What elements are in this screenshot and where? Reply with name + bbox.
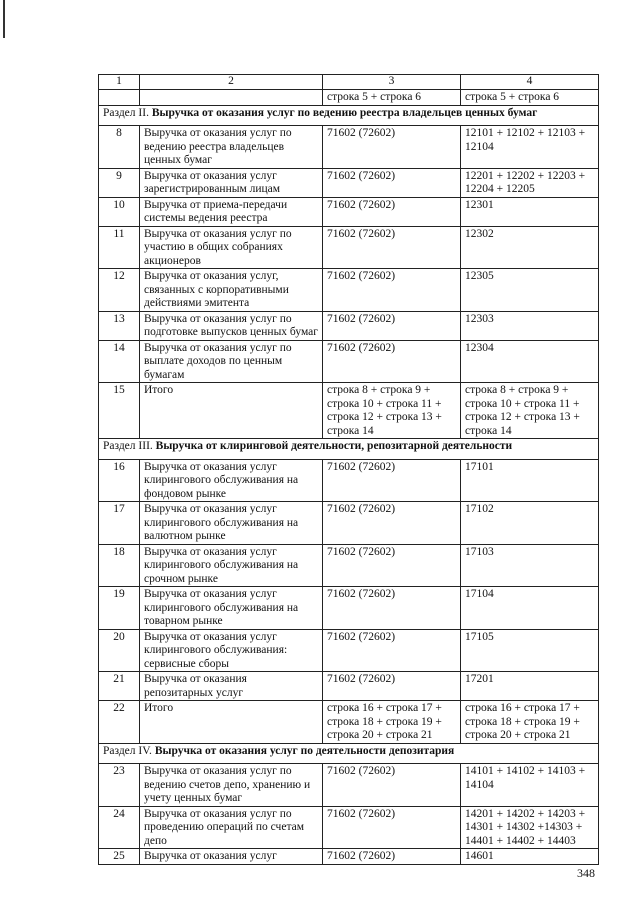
row-col4-cell: 12201 + 12202 + 12203 + 12204 + 12205 bbox=[461, 168, 599, 197]
margin-line bbox=[3, 0, 5, 38]
table-row bbox=[99, 168, 599, 197]
section-header bbox=[99, 743, 599, 764]
row-col3-cell: 71602 (72602) bbox=[323, 126, 461, 169]
column-header-row bbox=[99, 75, 599, 90]
row-col3-cell: 71602 (72602) bbox=[323, 629, 461, 672]
section-prefix: Раздел III. bbox=[103, 440, 153, 452]
row-col3-cell: 71602 (72602) bbox=[323, 587, 461, 630]
row-col4-cell: 14101 + 14102 + 14103 + 14104 bbox=[461, 764, 599, 807]
section-header bbox=[99, 105, 599, 126]
row-col3-cell: 71602 (72602) bbox=[323, 544, 461, 587]
row-name-cell: Выручка от оказания услуг по выплате доходов по ценным бумагам bbox=[140, 340, 323, 383]
table-row bbox=[99, 587, 599, 630]
table-row bbox=[99, 672, 599, 701]
row-col4-cell: строка 8 + строка 9 + строка 10 + строка 11 + строка 12 + строка 13 + строка 14 bbox=[461, 383, 599, 439]
row-col4-cell: 17105 bbox=[461, 629, 599, 672]
row-col4-cell: 12301 bbox=[461, 197, 599, 226]
column-header: 1 bbox=[99, 75, 140, 90]
section-title: Выручка от оказания услуг по деятельности депозитария bbox=[154, 744, 455, 757]
table-row bbox=[99, 383, 599, 439]
table-row bbox=[99, 269, 599, 312]
row-number-cell: 18 bbox=[99, 544, 140, 587]
table-row bbox=[99, 126, 599, 169]
row-col3-cell: 71602 (72602) bbox=[323, 311, 461, 340]
row-number-cell: 16 bbox=[99, 459, 140, 502]
row-col3-cell: 71602 (72602) bbox=[323, 226, 461, 269]
table-row bbox=[99, 340, 599, 383]
table-row bbox=[99, 226, 599, 269]
table-row bbox=[99, 764, 599, 807]
section-header-row bbox=[99, 105, 599, 126]
row-name-cell: Итого bbox=[140, 383, 323, 439]
row-col4-cell: 12303 bbox=[461, 311, 599, 340]
row-col3-cell: 71602 (72602) bbox=[323, 269, 461, 312]
row-col3-cell: 71602 (72602) bbox=[323, 672, 461, 701]
row-name-cell: Выручка от оказания услуг по участию в общих собраниях акционеров bbox=[140, 226, 323, 269]
row-name-cell: Выручка от оказания услуг по проведению операций по счетам депо bbox=[140, 806, 323, 849]
row-number-cell: 25 bbox=[99, 849, 140, 865]
row-col3-cell: 71602 (72602) bbox=[323, 849, 461, 865]
column-header: 2 bbox=[140, 75, 323, 90]
row-col4-cell: 14201 + 14202 + 14203 + 14301 + 14302 +14303 + 14401 + 14402 + 14403 bbox=[461, 806, 599, 849]
row-name-cell: Выручка от оказания услуг bbox=[140, 849, 323, 865]
row-name-cell: Выручка от приема-передачи системы ведения реестра bbox=[140, 197, 323, 226]
row-col4-cell: строка 16 + строка 17 + строка 18 + строка 19 + строка 20 + строка 21 bbox=[461, 701, 599, 744]
row-name-cell: Выручка от оказания услуг клирингового обслуживания на валютном рынке bbox=[140, 502, 323, 545]
table-row bbox=[99, 806, 599, 849]
row-col3-cell: 71602 (72602) bbox=[323, 168, 461, 197]
row-col4-cell: 17101 bbox=[461, 459, 599, 502]
row-col4-cell: 17201 bbox=[461, 672, 599, 701]
row-number-cell: 24 bbox=[99, 806, 140, 849]
table-row bbox=[99, 701, 599, 744]
row-col3-cell: 71602 (72602) bbox=[323, 459, 461, 502]
row-number-cell: 15 bbox=[99, 383, 140, 439]
row-number-cell: 17 bbox=[99, 502, 140, 545]
row-col3-cell: 71602 (72602) bbox=[323, 806, 461, 849]
row-number-cell: 23 bbox=[99, 764, 140, 807]
row-col3-cell: 71602 (72602) bbox=[323, 197, 461, 226]
row-col4-cell: 17104 bbox=[461, 587, 599, 630]
row-name-cell: Выручка от оказания услуг по ведению реестра владельцев ценных бумаг bbox=[140, 126, 323, 169]
row-name-cell: Выручка от оказания услуг клирингового обслуживания на срочном рынке bbox=[140, 544, 323, 587]
row-number-cell: 11 bbox=[99, 226, 140, 269]
page-number: 348 bbox=[577, 866, 595, 880]
table-row bbox=[99, 502, 599, 545]
row-col4-cell: 12305 bbox=[461, 269, 599, 312]
row-col3-cell: 71602 (72602) bbox=[323, 502, 461, 545]
row-name-cell bbox=[140, 90, 323, 106]
row-col4-cell: 12304 bbox=[461, 340, 599, 383]
document-table bbox=[98, 74, 599, 865]
row-col3-cell: 71602 (72602) bbox=[323, 764, 461, 807]
row-col3-cell: 71602 (72602) bbox=[323, 340, 461, 383]
table-row bbox=[99, 544, 599, 587]
row-number-cell: 9 bbox=[99, 168, 140, 197]
row-name-cell: Выручка от оказания услуг клирингового обслуживания: сервисные сборы bbox=[140, 629, 323, 672]
section-prefix: Раздел IV. bbox=[103, 744, 152, 757]
row-name-cell: Выручка от оказания услуг по подготовке выпусков ценных бумаг bbox=[140, 311, 323, 340]
row-number-cell: 12 bbox=[99, 269, 140, 312]
row-col4-cell: 17103 bbox=[461, 544, 599, 587]
section-title: Выручка от оказания услуг по ведению реестра владельцев ценных бумаг bbox=[151, 106, 538, 119]
row-number-cell: 21 bbox=[99, 672, 140, 701]
section-prefix: Раздел II. bbox=[103, 106, 149, 119]
row-col4-cell: 17102 bbox=[461, 502, 599, 545]
row-number-cell: 19 bbox=[99, 587, 140, 630]
table-row bbox=[99, 197, 599, 226]
row-col4-cell: 14601 bbox=[461, 849, 599, 865]
row-number-cell: 8 bbox=[99, 126, 140, 169]
section-header-row bbox=[99, 743, 599, 764]
row-name-cell: Выручка от оказания услуг по ведению счетов депо, хранению и учету ценных бумаг bbox=[140, 764, 323, 807]
table-row bbox=[99, 90, 599, 106]
row-name-cell: Итого bbox=[140, 701, 323, 744]
row-col4-cell: 12302 bbox=[461, 226, 599, 269]
section-header bbox=[99, 439, 599, 460]
row-number-cell: 10 bbox=[99, 197, 140, 226]
row-number-cell bbox=[99, 90, 140, 106]
table-row bbox=[99, 459, 599, 502]
column-header: 3 bbox=[323, 75, 461, 90]
row-number-cell: 14 bbox=[99, 340, 140, 383]
row-col4-cell: 12101 + 12102 + 12103 + 12104 bbox=[461, 126, 599, 169]
row-number-cell: 13 bbox=[99, 311, 140, 340]
row-name-cell: Выручка от оказания услуг клирингового обслуживания на фондовом рынке bbox=[140, 459, 323, 502]
row-name-cell: Выручка от оказания услуг зарегистрированным лицам bbox=[140, 168, 323, 197]
row-col3-cell: строка 8 + строка 9 + строка 10 + строка 11 + строка 12 + строка 13 + строка 14 bbox=[323, 383, 461, 439]
table-row bbox=[99, 629, 599, 672]
row-name-cell: Выручка от оказания услуг, связанных с корпоративными действиями эмитента bbox=[140, 269, 323, 312]
row-name-cell: Выручка от оказания репозитарных услуг bbox=[140, 672, 323, 701]
row-number-cell: 20 bbox=[99, 629, 140, 672]
table-row bbox=[99, 311, 599, 340]
row-number-cell: 22 bbox=[99, 701, 140, 744]
section-header-row bbox=[99, 439, 599, 460]
row-col3-cell: строка 16 + строка 17 + строка 18 + строка 19 + строка 20 + строка 21 bbox=[323, 701, 461, 744]
table-row bbox=[99, 849, 599, 865]
column-header: 4 bbox=[461, 75, 599, 90]
row-col3-cell: строка 5 + строка 6 bbox=[323, 90, 461, 106]
row-name-cell: Выручка от оказания услуг клирингового обслуживания на товарном рынке bbox=[140, 587, 323, 630]
section-title: Выручка от клиринговой деятельности, репозитарной деятельности bbox=[155, 440, 513, 452]
row-col4-cell: строка 5 + строка 6 bbox=[461, 90, 599, 106]
